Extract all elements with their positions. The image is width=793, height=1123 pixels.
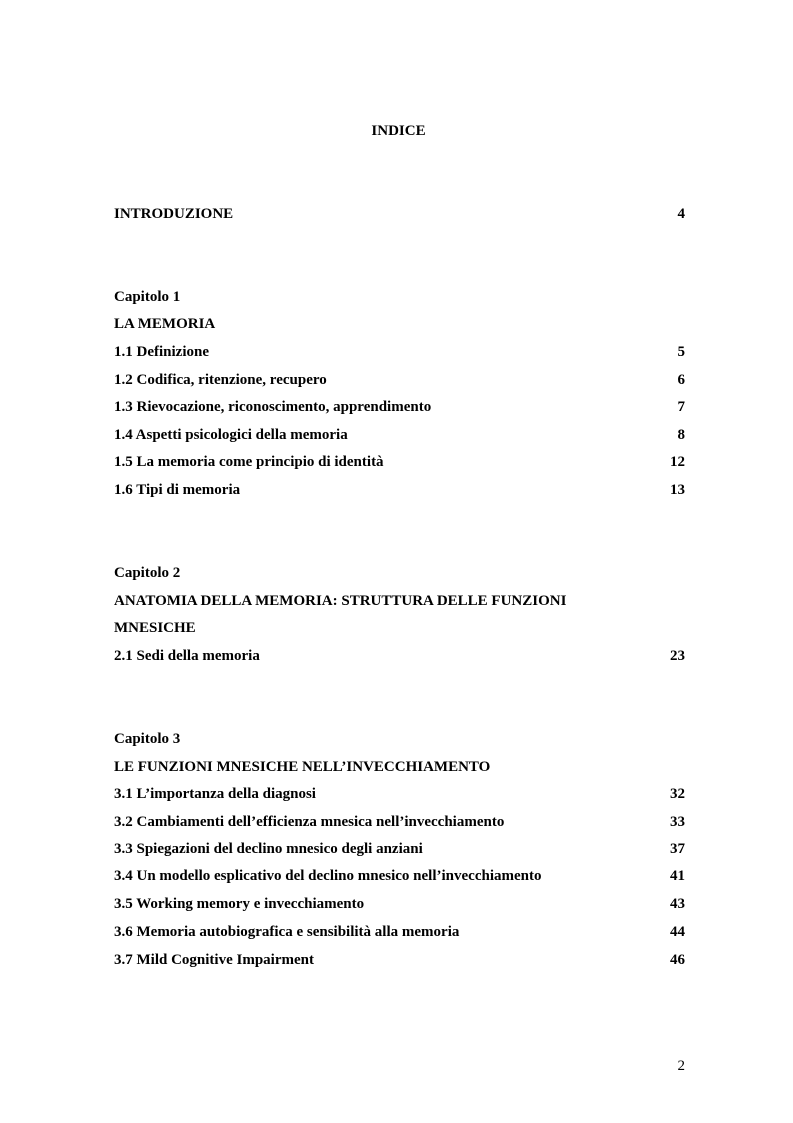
toc-entry[interactable] [114, 451, 685, 473]
toc-entry-label: 1.4 Aspetti psicologici della memoria [114, 427, 348, 443]
toc-entry[interactable] [114, 865, 685, 887]
chapter-1-heading [114, 286, 685, 308]
toc-entry[interactable] [114, 645, 685, 667]
toc-entry-page: 7 [677, 399, 685, 415]
chapter-1-title [114, 313, 685, 335]
chapter-title-text: LE FUNZIONI MNESICHE NELL’INVECCHIAMENTO [114, 759, 491, 775]
toc-entry-label: 3.7 Mild Cognitive Impairment [114, 952, 314, 968]
toc-entry-label: 3.3 Spiegazioni del declino mnesico degli anziani [114, 841, 423, 857]
toc-entry-label: 3.1 L’importanza della diagnosi [114, 786, 316, 802]
toc-entry-page: 37 [670, 841, 685, 857]
chapter-heading-text: Capitolo 3 [114, 731, 181, 747]
page-number: 2 [677, 1058, 685, 1074]
toc-entry-page: 23 [670, 648, 685, 664]
toc-entry-page: 33 [670, 814, 685, 830]
page-title: INDICE [371, 123, 426, 139]
chapter-title-text: ANATOMIA DELLA MEMORIA: STRUTTURA DELLE FUNZIONI [114, 593, 567, 609]
toc-entry-label: 3.5 Working memory e invecchiamento [114, 896, 365, 912]
toc-entry-label: 1.6 Tipi di memoria [114, 482, 241, 498]
chapter-heading-text: Capitolo 1 [114, 289, 181, 305]
toc-entry-label: 3.4 Un modello esplicativo del declino mnesico nell’invecchiamento [114, 868, 542, 884]
toc-entry-label: 1.3 Rievocazione, riconoscimento, apprendimento [114, 399, 432, 415]
toc-entry-page: 5 [677, 344, 685, 360]
toc-entry[interactable] [114, 949, 685, 971]
chapter-2-title-line-2 [114, 617, 685, 639]
toc-entry[interactable] [114, 893, 685, 915]
toc-entry[interactable] [114, 479, 685, 501]
toc-entry-page: 44 [670, 924, 685, 940]
chapter-heading-text: Capitolo 2 [114, 565, 181, 581]
toc-entry[interactable] [114, 369, 685, 391]
chapter-title-text: MNESICHE [114, 620, 196, 636]
toc-entry-introduction[interactable] [114, 203, 685, 225]
chapter-3-heading [114, 728, 685, 750]
chapter-2-heading [114, 562, 685, 584]
toc-entry-label: INTRODUZIONE [114, 206, 234, 222]
toc-entry[interactable] [114, 838, 685, 860]
toc-entry-label: 1.5 La memoria come principio di identità [114, 454, 384, 470]
toc-entry-page: 13 [670, 482, 685, 498]
toc-entry[interactable] [114, 396, 685, 418]
chapter-3-title [114, 756, 685, 778]
toc-entry-page: 12 [670, 454, 685, 470]
toc-entry-page: 43 [670, 896, 685, 912]
toc-entry[interactable] [114, 341, 685, 363]
toc-entry-label: 3.2 Cambiamenti dell’efficienza mnesica nell’invecchiamento [114, 814, 505, 830]
toc-entry[interactable] [114, 783, 685, 805]
toc-entry[interactable] [114, 811, 685, 833]
toc-entry-page: 8 [677, 427, 685, 443]
toc-entry-label: 3.6 Memoria autobiografica e sensibilità alla memoria [114, 924, 460, 940]
toc-entry-page: 41 [670, 868, 685, 884]
toc-entry-page: 32 [670, 786, 685, 802]
toc-entry[interactable] [114, 921, 685, 943]
toc-entry-page: 6 [677, 372, 685, 388]
toc-entry[interactable] [114, 424, 685, 446]
chapter-2-title-line-1 [114, 590, 685, 612]
chapter-title-text: LA MEMORIA [114, 316, 216, 332]
toc-entry-label: 1.1 Definizione [114, 344, 209, 360]
toc-entry-page: 4 [677, 206, 685, 222]
toc-entry-label: 2.1 Sedi della memoria [114, 648, 260, 664]
toc-entry-page: 46 [670, 952, 685, 968]
toc-entry-label: 1.2 Codifica, ritenzione, recupero [114, 372, 327, 388]
